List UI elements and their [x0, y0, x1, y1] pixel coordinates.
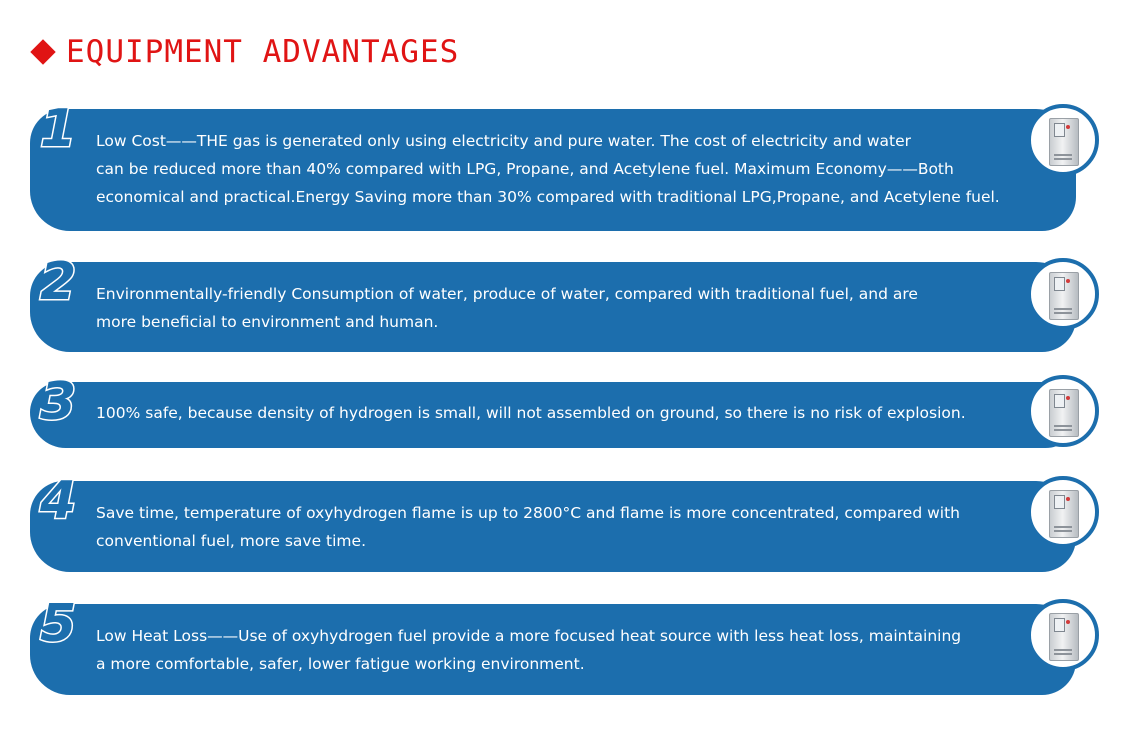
red-diamond-icon — [30, 39, 55, 64]
advantage-card-2 — [30, 252, 1076, 352]
section-header — [30, 30, 459, 74]
page-title: EQUIPMENT ADVANTAGES — [66, 34, 460, 70]
machine-thumbnail-icon — [1027, 375, 1099, 447]
advantage-card-4 — [30, 471, 1076, 572]
machine-thumbnail-icon — [1027, 599, 1099, 671]
advantage-card-3 — [30, 372, 1076, 448]
advantage-number: 1 — [40, 99, 77, 159]
advantage-text: 100% safe, because density of hydrogen is small, will not assembled on ground, so there is no risk of explosion. — [96, 404, 966, 422]
advantage-card-5 — [30, 594, 1076, 695]
advantage-number: 5 — [40, 594, 77, 654]
advantage-text: Low Cost——THE gas is generated only using electricity and pure water. The cost of electricity and water can be reduced more than 40% compared with LPG, Propane, and Acetylene fuel. Maximum Economy——Both economical and practical.Energy Saving more than 30% compared with traditional LPG,Propane, and Acetylene fuel. — [96, 132, 1000, 206]
advantage-number: 3 — [40, 372, 77, 432]
machine-thumbnail-icon — [1027, 476, 1099, 548]
advantage-card-1 — [30, 99, 1076, 231]
advantage-text: Low Heat Loss——Use of oxyhydrogen fuel provide a more focused heat source with less heat loss, maintaining a more comfortable, safer, lower fatigue working environment. — [96, 627, 962, 673]
machine-thumbnail-icon — [1027, 258, 1099, 330]
advantage-text: Save time, temperature of oxyhydrogen flame is up to 2800°C and flame is more concentrated, compared with conventional fuel, more save time. — [96, 504, 960, 550]
advantage-number: 4 — [40, 471, 77, 531]
advantage-text: Environmentally-friendly Consumption of water, produce of water, compared with traditional fuel, and are more beneficial to environment and human. — [96, 285, 918, 331]
advantage-number: 2 — [40, 252, 77, 312]
machine-thumbnail-icon — [1027, 104, 1099, 176]
